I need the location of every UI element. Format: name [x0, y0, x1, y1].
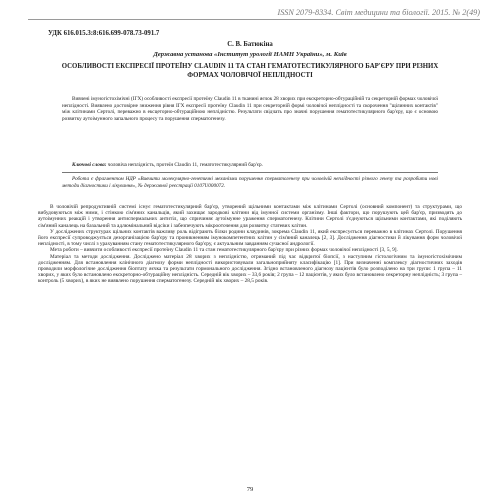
article-body	[38, 204, 462, 285]
udk-code: УДК 616.015.3:8:616.699-078.73-091.7	[48, 30, 160, 37]
body-paragraph: Мета роботи – вивчити особливості експресії протеїну Claudin 11 та стан гематотестикулярного бар'єру при різних формах чоловічої неплідності [3, 5, 9].	[50, 247, 398, 254]
body-paragraph: Матеріал та методи дослідження. Досліджено матеріал 28 хворих з неплідністю, отриманий під час відкритої біопсії, з наступним гістологічним та імуногістохімічним дослідженням. Для встановлення клінічного діагнозу форми неплідності використовували загальноприйняту класифікацію [1]. При визначенні комплексу діагностичних заходів проводили морфологічне дослідження біоптату яєчка та результати гормонального дослідження. Згідно встановленого діагнозу пацієнтів було розподілено на три групи: 1 група – 11 хворих, у яких було встановлено екскреторно-обтураційну неплідність. Середній вік хворих – 33,6 років; 2 група – 12 пацієнтів, у яких було встановлено секреторну неплідність; 3 група – контроль (5 хворих), в яких не виявлено порушення сперматогенезу. Середній вік хворих – 28,5 років.	[38, 253, 462, 285]
keywords-label: Ключові слова:	[72, 162, 107, 168]
body-paragraph: В чоловічій репродуктивній системі існує гематотестикулярний бар'єр, утворений щільними контактами між клітинами Сертолі (основний компонент) та структурами, що вибудовуються між ними, і стінкою сім'яних канальців, який захищає зародкові клітини від імунної системи організму. Інші фактори, що порушують цей бар'єр, призводять до аутоімунних реакцій і утворення антиспермальних антитіл, що спричиняє аутоімунне ураження сперматогенезу. Клітини Сертолі з'єднуються щільними контактами, які поділяють сім'яний каналець на базальний та адлюмінальний відсіки і забезпечують мікрооточення для розвитку статевих клітин.	[38, 204, 462, 229]
header-divider	[28, 19, 480, 20]
keywords-text: чоловіча неплідність, протеїн Claudin 11, гематотестикулярний бар'єр.	[107, 162, 263, 168]
page-number: 79	[246, 486, 254, 493]
article-title: ОСОБЛИВОСТІ ЕКСПРЕСІЇ ПРОТЕЇНУ CLAUDIN 11 ТА СТАН ГЕМАТОТЕСТИКУЛЯРНОГО БАР'ЄРУ ПРИ РІЗНИХ ФОРМАХ ЧОЛОВІЧОЇ НЕПЛІДНОСТІ	[61, 63, 439, 79]
keywords	[62, 162, 438, 169]
funding-note: Робота є фрагментом НДР «Вивчити молекулярно-генетичні механізми порушення сперматогенезу при чоловічій неплідності різного генезу та розробити нові методи діагностики і лікування», № державної реєстрації 0107U000072.	[62, 176, 438, 189]
section-divider	[62, 172, 438, 173]
affiliation: Державна установа «Інститут урології НАМН України», м. Київ	[153, 51, 347, 58]
abstract: Вивчені імуногістохімічні (ІГХ) особливості експресії протеїну Claudin 11 в тканині яєчок 28 хворих при екскреторно-обтураційній та секреторній формах чоловічої неплідності. Виявлено достовірне зниження рівня ІГХ експресії протеїну Claudin 11 при секреторній формі чоловічої неплідності та скорочення "щілинних контактів" між клітинами Сертолі, переважно в ексцеторно-обтураційною неплідністю. Результати свідчать про значні порушення гематотестикулярного бар'єру, що є основою розвитку аутоімунного запального процесу та порушення сперматогенезу.	[62, 96, 438, 122]
body-paragraph: У досліджених структурах щільних контактів важливу роль відіграють білки родини клаудинів, зокрема Claudin 11, який експресується переважно в клітинах Сертолі. Порушення його експресії супроводжується дезорганізацією бар'єру та проникненням імунокомпетентних клітин у сім'яний каналець [2, 3]. Дослідження діагностики й лікування форм чоловічої неплідності, в тому числі з урахуванням стану гематотестикулярного бар'єру, є актуальним завданням сучасної андрології.	[38, 228, 462, 248]
journal-header: ISSN 2079-8334. Світ медицини та біології. 2015. № 2(49)	[277, 8, 480, 17]
author-name: С. В. Батюкіна	[227, 41, 273, 48]
